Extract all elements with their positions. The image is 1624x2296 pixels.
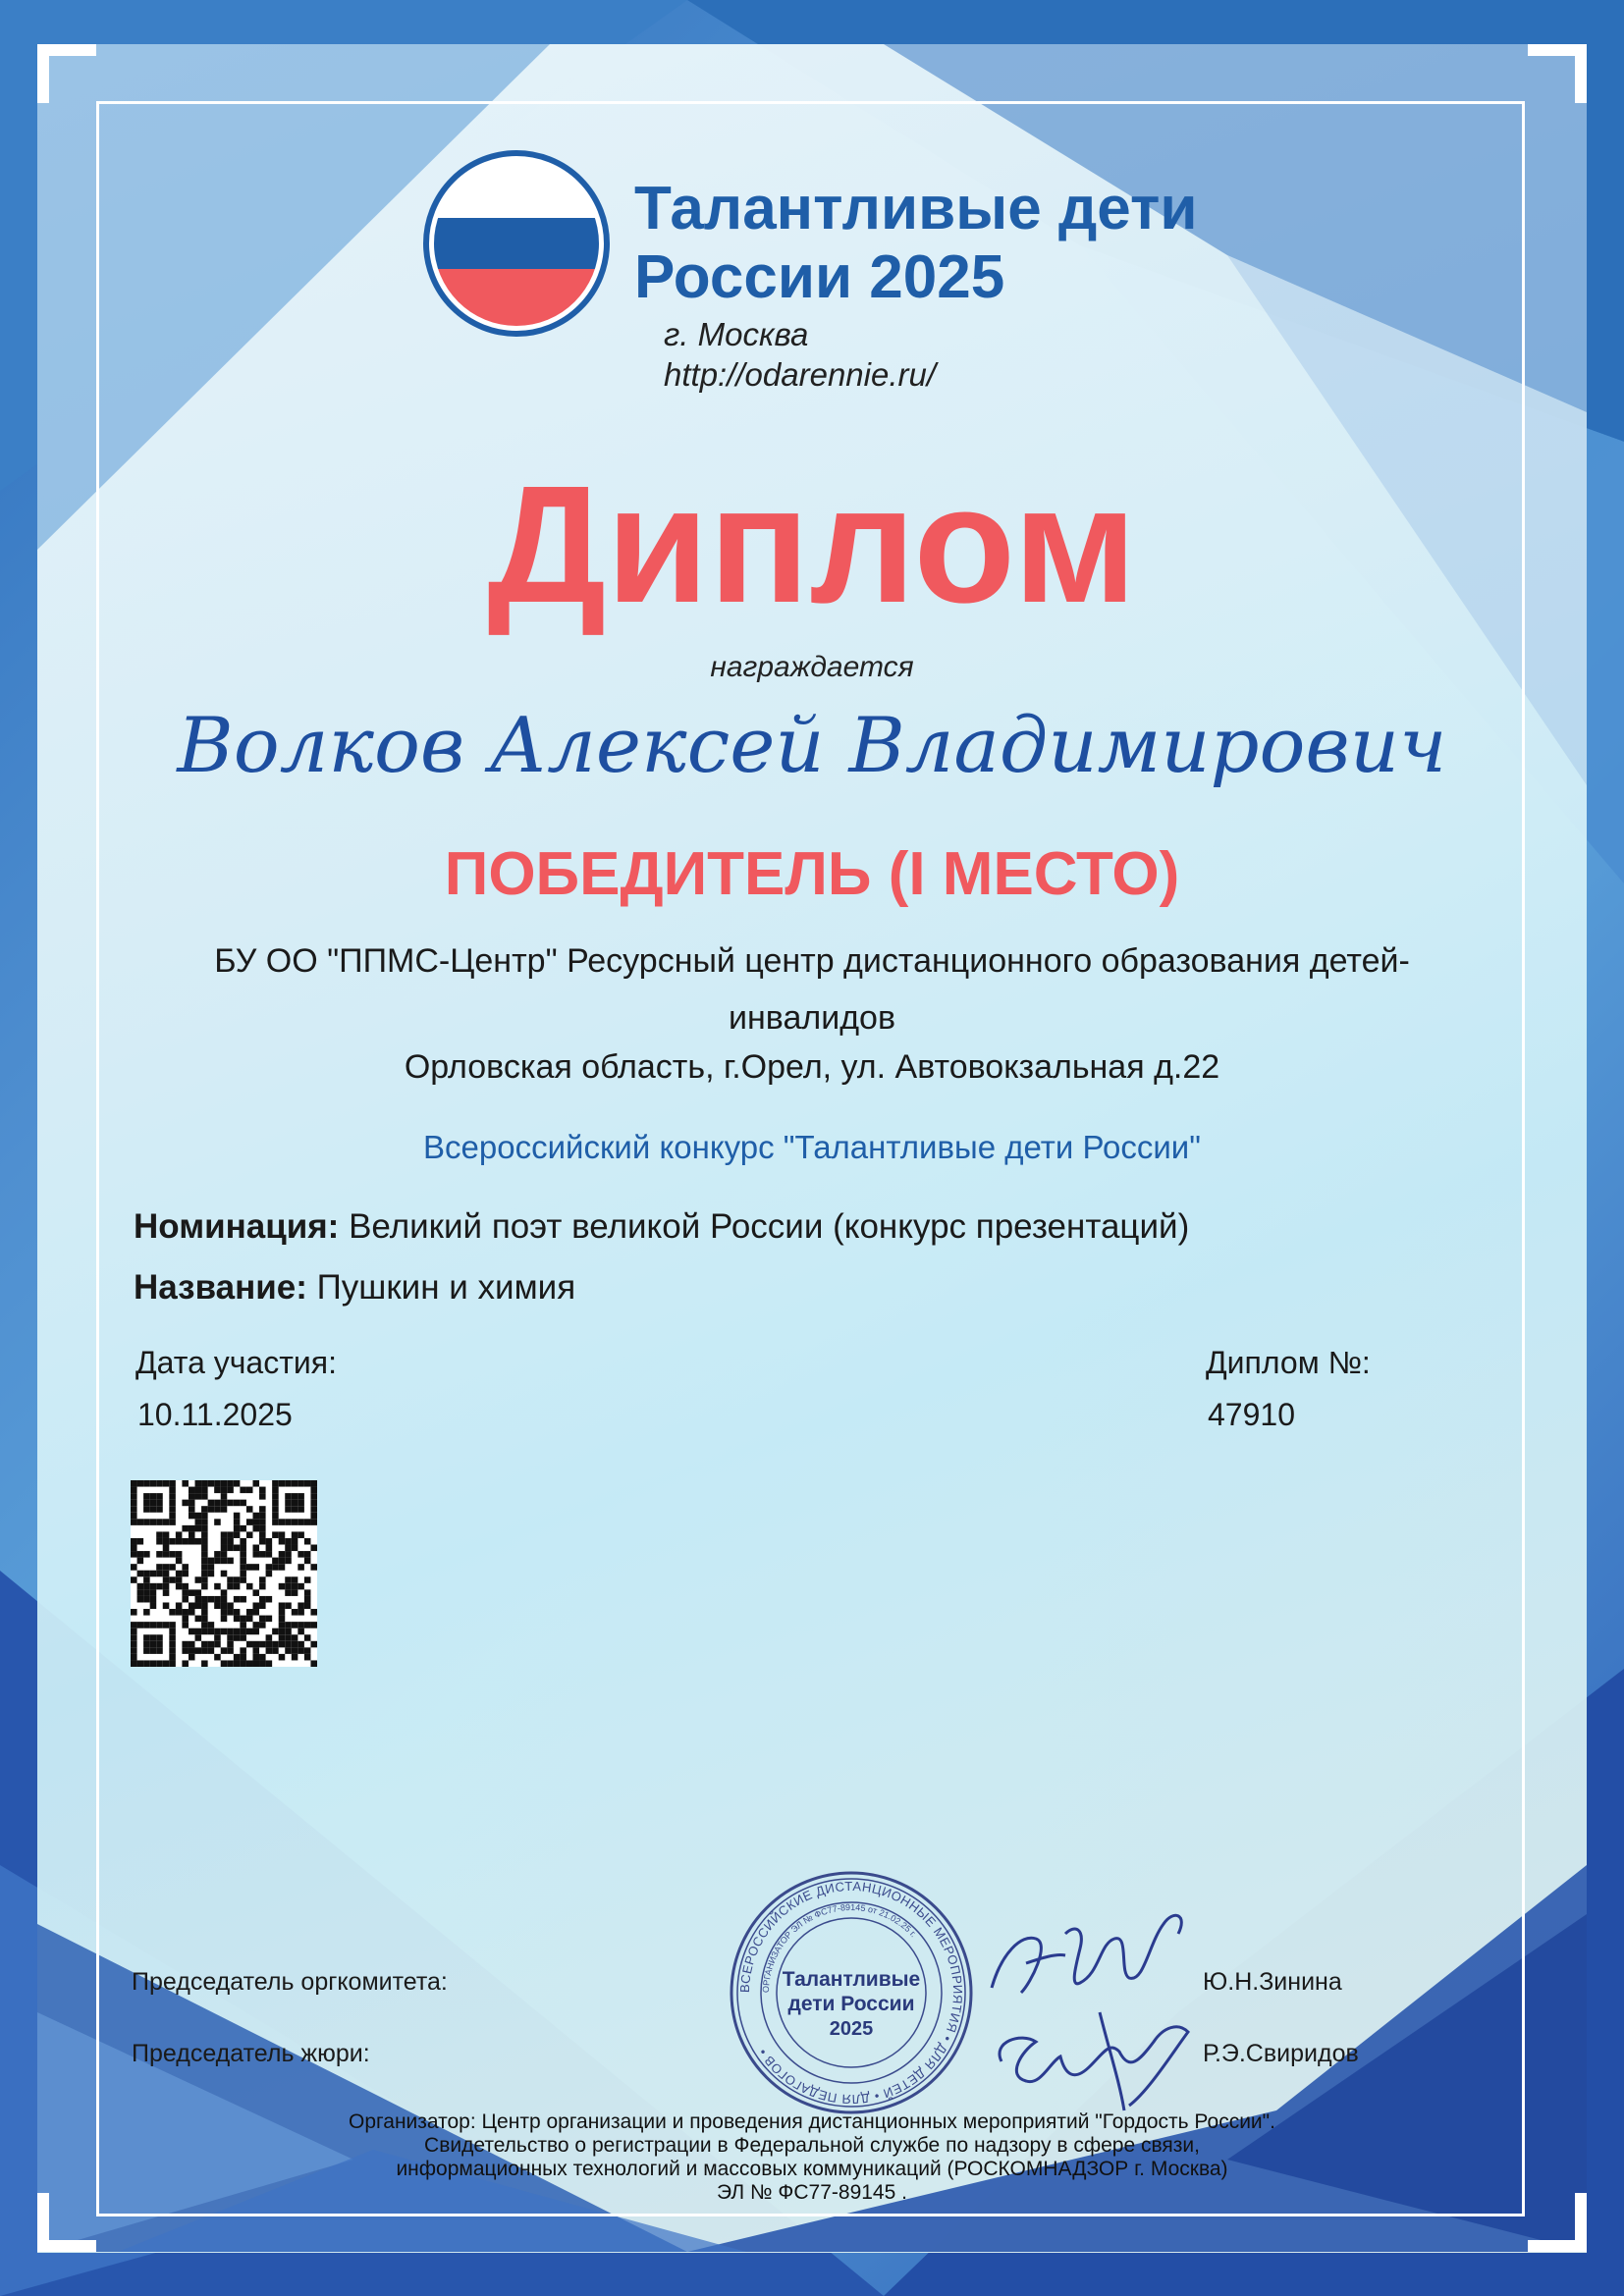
brand-title-line2: России 2025 bbox=[634, 243, 1005, 311]
frame-corner bbox=[37, 2193, 96, 2252]
jury-chair-label: Председатель жюри: bbox=[132, 2040, 370, 2067]
organization: БУ ОО "ППМС-Центр" Ресурсный центр дистанционного образования детей-инвалидов bbox=[214, 942, 1410, 1037]
footer-organizer-info bbox=[196, 2110, 1428, 2205]
stamp-line1: Талантливые bbox=[782, 1968, 921, 1991]
date-label: Дата участия: bbox=[135, 1345, 337, 1380]
diploma-number-label: Диплом №: bbox=[1206, 1345, 1371, 1380]
organizer-stamp bbox=[729, 1870, 974, 2115]
work-title bbox=[134, 1268, 575, 1308]
recipient-name: Волков Алексей Владимирович bbox=[177, 702, 1447, 790]
organization-address: Орловская область, г.Орел, ул. Автовокзальная д.22 bbox=[404, 1048, 1220, 1086]
work-title-label: Название: bbox=[134, 1268, 307, 1307]
frame-corner bbox=[1528, 2193, 1587, 2252]
brand-title bbox=[634, 175, 1197, 312]
date-value: 10.11.2025 bbox=[137, 1397, 293, 1432]
nomination bbox=[134, 1207, 1189, 1247]
stamp-line2: дети России bbox=[787, 1993, 915, 2015]
org-chair-name: Ю.Н.Зинина bbox=[1203, 1968, 1342, 1996]
footer-line3: информационных технологий и массовых коммуникаций (РОСКОМНАДЗОР г. Москва) bbox=[396, 2158, 1228, 2180]
russia-flag-logo-icon bbox=[422, 149, 611, 338]
footer-line1: Организатор: Центр организации и проведения дистанционных мероприятий "Гордость России". bbox=[349, 2110, 1275, 2133]
stamp-ring-text: ВСЕРОССИЙСКИЕ ДИСТАНЦИОННЫЕ МЕРОПРИЯТИЯ • ДЛЯ ДЕТЕЙ • ДЛЯ ПЕДАГОГОВ • bbox=[736, 1878, 966, 2108]
stamp-line3: 2025 bbox=[829, 2018, 874, 2040]
handwritten-signatures bbox=[982, 1895, 1218, 2120]
footer-line2: Свидетельство о регистрации в Федеральной службе по надзору в сфере связи, bbox=[424, 2134, 1200, 2157]
contest-name: Всероссийский конкурс "Талантливые дети России" bbox=[423, 1129, 1201, 1165]
frame-corner bbox=[1528, 44, 1587, 103]
frame-corner bbox=[37, 44, 96, 103]
place-title: ПОБЕДИТЕЛЬ (I МЕСТО) bbox=[444, 840, 1180, 908]
diploma-heading: Диплом bbox=[487, 452, 1137, 638]
awarded-text: награждается bbox=[710, 651, 914, 683]
jury-chair-name: Р.Э.Свиридов bbox=[1203, 2040, 1359, 2067]
org-chair-label: Председатель оргкомитета: bbox=[132, 1968, 448, 1996]
stamp-inner-ring-text: ОРГАНИЗАТОР ЭЛ № ФС77-89145 от 21.02.25 г. bbox=[760, 1901, 919, 1994]
diploma-number-value: 47910 bbox=[1208, 1397, 1295, 1432]
qr-code[interactable] bbox=[131, 1480, 317, 1667]
brand-city: г. Москва bbox=[664, 316, 809, 352]
nomination-label: Номинация: bbox=[134, 1207, 340, 1246]
brand-title-line1: Талантливые дети bbox=[634, 175, 1198, 242]
work-title-value: Пушкин и химия bbox=[316, 1268, 576, 1307]
footer-line4: ЭЛ № ФС77-89145 . bbox=[717, 2181, 907, 2204]
brand-url: http://odarennie.ru/ bbox=[664, 356, 937, 393]
nomination-value: Великий поэт великой России (конкурс презентаций) bbox=[349, 1207, 1190, 1246]
